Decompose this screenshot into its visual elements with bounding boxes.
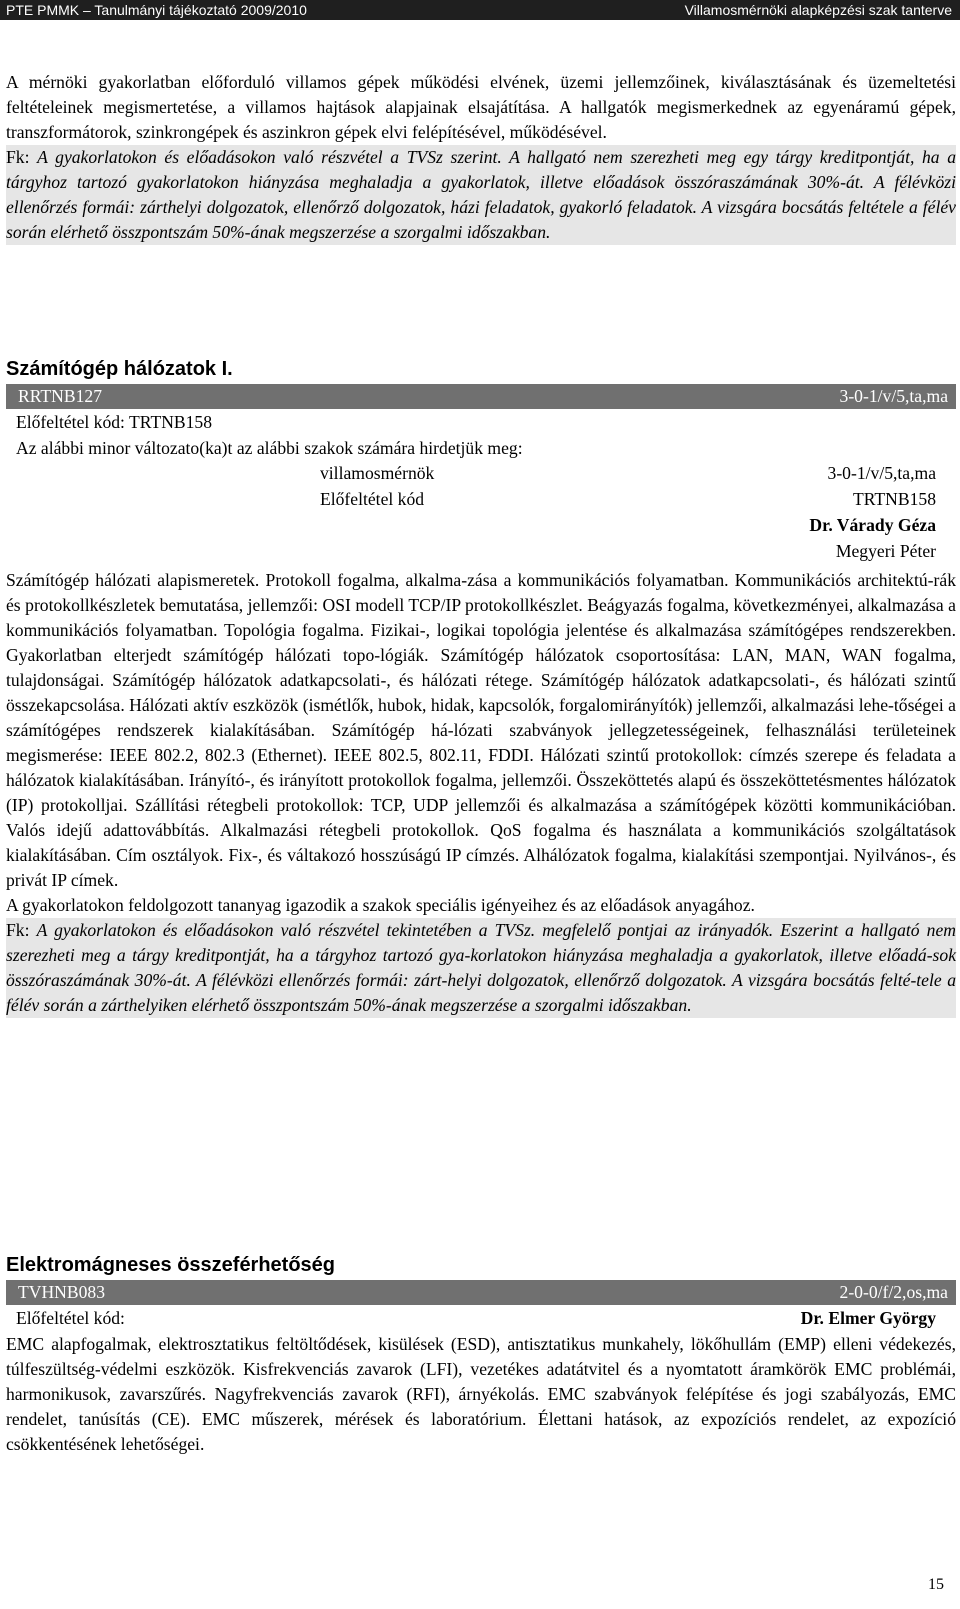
course1-minor-prereq-label: Előfeltétel kód [320,489,425,509]
course1-code: RRTNB127 [18,386,102,406]
course2-description: EMC alapfogalmak, elektrosztatikus feltöltődések, kisülések (ESD), antisztatikus munkahely, lökőhullám (EMP) elleni védekezés, túlfeszültség-védelmi eszközök. Kisfrekvenciás zavarok (LFI), vezetékes adatátvitel és a nyomtatott áramkörök EMC problémái, harmonikusok, zavarszűrés. Nagyfrekvenciás zavarok (RFI), árnyékolás. EMC szabványok felépítése és jogi szabályozás, EMC rendelet, tanúsítás (CE). EMC műszerek, mérések és laboratórium. Élettani hatások, az expozíciós rendelet, az expozíció csökkentésének lehetőségei. [6,1334,956,1454]
course2-lecturer: Dr. Elmer György [800,1308,936,1328]
intro-fk-paragraph [6,145,956,245]
course1-practice: A gyakorlatokon feldolgozott tananyag igazodik a szakok speciális igényeihez és az előadások anyagához. [6,895,755,915]
intro-paragraph: A mérnöki gyakorlatban előforduló villamos gépek működési elvének, üzemi jellemzőinek, kiválasztásának és üzemeltetési feltételeinek megismertetése, a villamos hajtások alapjainak elsajátítása. A hallgatók megismerkednek az egyenáramú gépek, transzformátorok, szinkrongépek és aszinkron gépek elvi felépítésével, működésével. [6,72,956,142]
course2-prereq: Előfeltétel kód: [16,1308,125,1328]
page-number: 15 [928,1576,944,1593]
page-header [0,0,960,20]
course1-minor-major: villamosmérnök [320,463,435,483]
course1-title: Számítógép hálózatok I. [6,358,233,380]
course1-fk-paragraph [6,918,956,1018]
course2-code: TVHNB083 [18,1282,105,1302]
course1-minor-prereq-code: TRTNB158 [852,489,936,509]
intro-fk-label: Fk: [6,147,30,167]
course1-fk-label: Fk: [6,920,30,940]
course2-body [6,1332,956,1457]
course2-credits: 2-0-0/f/2,os,ma [839,1282,948,1302]
course1-description: Számítógép hálózati alapismeretek. Protokoll fogalma, alkalma-zása a kommunikációs folyamatban. Kommunikációs architektú-rák és protokollkészletek bemutatása, jellemzői: OSI modell TCP/IP protokollkészlet. Beágyazás fogalma, következményei, alkalmazása a kommunikációs folyamatban. Topológia fogalma. Fizikai-, logikai topológia jelentése és alkalmazása számítógépes rendszerekben. Gyakorlatban elterjedt számítógép hálózati topo-lógiák. Számítógép hálózatok csoportosítása: LAN, MAN, WAN fogalma, tulajdonságai. Számítógép hálózatok adatkapcsolati-, és hálózati rétege. Számítógép hálózatok adatkapcsolati-, és hálózati szintű összekapcsolása. Hálózati aktív eszközök (ismétlők, hubok, hidak, kapcsolók, forgalomirányítók) jellemzői, alkalmazási lehe-tőségei a számítógépes rendszerek kialakításában. Számítógép há-lózati szabványok jellegzetességeinek, felhasználási területeinek megismerése: IEEE 802.2, 802.3 (Ethernet). IEEE 802.5, 802.11, FDDI. Hálózati szintű protokollok: címzés szerepe és feladata a hálózatok kialakításában. Irányító-, és irányított protokollok fogalma, jellemzői. Összeköttetés alapú és összeköttetésmentes hálózatok (IP) protokolljai. Szállítási rétegbeli protokollok: TCP, UDP jellemzői és alkalmazása a számítógépek közötti kommunikációban. Valós idejű adattovábbítás. Alkalmazási rétegbeli protokollok. QoS fogalma és használata a kommunikációs szolgáltatások kialakításában. Cím osztályok. Fix-, és váltakozó hosszúságú IP címzés. Alhálózatok fogalma, kialakítási szempontjai. Nyilvános-, és privát IP címek. [6,570,956,890]
course1-fk-text: A gyakorlatokon és előadásokon való részvétel tekintetében a TVSz. megfelelő pontjai az irányadók. Eszerint a hallgató nem szerezheti meg a tárgy kreditpontját, ha a tárgyhoz tartozó gya-korlatokon hiányzása meghaladja a gyakorlatok, illetve előadá-sok összóraszámának 30%-át. A félévközi ellenőrzés formái: zárt-helyi dolgozatok, ellenőrző dolgozatok. A vizsgára bocsátás felté-tele a félév során a zárthelyiken elérhető összpontszám 50%-ának megszerzése a szorgalmi időszakban. [6,920,956,1015]
header-left: PTE PMMK – Tanulmányi tájékoztató 2009/2010 [6,2,307,18]
course2-title: Elektromágneses összeférhetőség [6,1254,336,1276]
course1-credits: 3-0-1/v/5,ta,ma [839,386,948,406]
course1-minor-credits: 3-0-1/v/5,ta,ma [827,463,936,483]
course1-minor-intro: Az alábbi minor változato(ka)t az alábbi szakok számára hirdetjük meg: [16,438,523,458]
course2-code-bar [6,1280,956,1305]
course1-code-bar [6,384,956,409]
course1-body [6,568,956,1018]
intro-section [6,70,956,245]
course1-prereq: Előfeltétel kód: TRTNB158 [16,412,213,432]
course1-lecturer2: Megyeri Péter [835,541,936,561]
intro-fk-text: A gyakorlatokon és előadásokon való részvétel a TVSz szerint. A hallgató nem szerezheti meg egy tárgy kreditpontját, ha a tárgyhoz tartozó gyakorlatokon hiányzása meghaladja a gyakorlatok, illetve előadások összóraszámának 30%-át. A félévközi ellenőrzés formái: zárthelyi dolgozatok, ellenőrző dolgozatok, házi feladatok, gyakorló feladatok. A vizsgára bocsátás feltétele a félév során elérhető összpontszám 50%-ának megszerzése a szorgalmi időszakban. [6,147,956,242]
course1-lecturer: Dr. Várady Géza [809,515,936,535]
header-right: Villamosmérnöki alapképzési szak tanterve [684,2,952,18]
